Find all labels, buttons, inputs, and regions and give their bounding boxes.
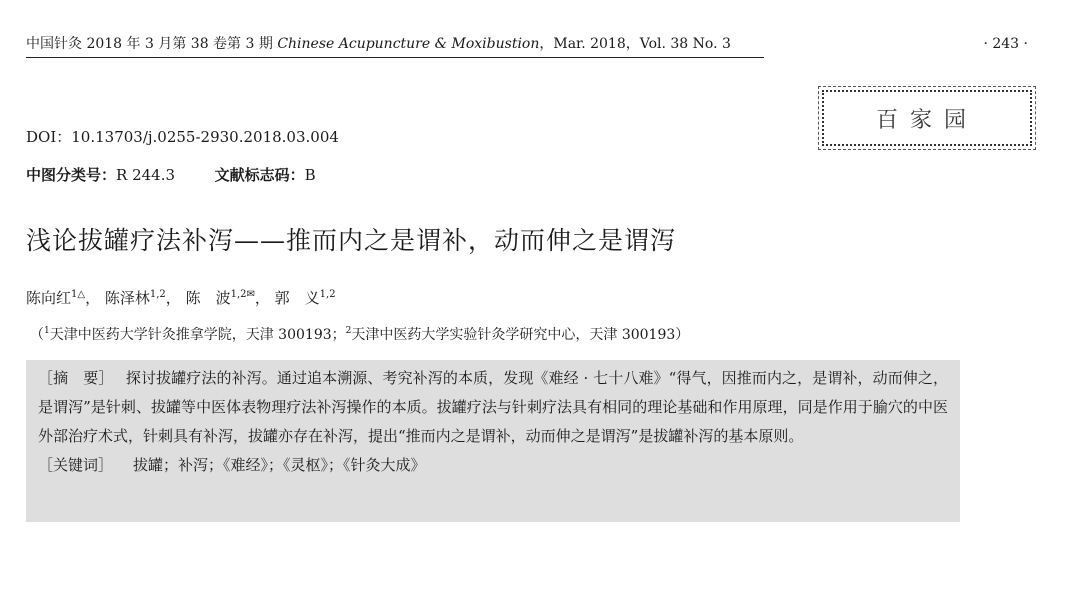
keywords-label: ［关键词］: [38, 456, 114, 474]
journal-name-cn: 中国针灸 2018 年 3 月第 38 卷第 3 期: [26, 36, 273, 52]
classification-line: [26, 164, 316, 186]
journal-issue-date: ，Mar. 2018，Vol. 38 No. 3: [539, 36, 731, 52]
page-number: · 243 ·: [983, 36, 1028, 52]
doc-code-value: B: [304, 166, 316, 184]
journal-name-en: Chinese Acupuncture & Moxibustion: [277, 36, 540, 52]
abstract: [38, 364, 948, 451]
author-list: 陈向红$^{1\triangle}$， 陈泽林$^{1,2}$， 陈 波$^{1,2✉}$， 郭 义$^{1,2}$: [26, 289, 336, 307]
author: 陈向红$^{1\triangle}$: [26, 289, 86, 307]
abstract-box: [26, 360, 960, 522]
section-label: 百家园: [822, 90, 1032, 146]
clc-label: 中图分类号：: [26, 166, 117, 184]
clc-value: R 244.3: [116, 166, 176, 184]
author: 郭 义$^{1,2}$: [274, 289, 336, 307]
doc-code-label: 文献标志码：: [214, 166, 305, 184]
keywords-text: 拔罐；补泻；《难经》；《灵枢》；《针灸大成》: [133, 456, 426, 474]
affiliations: （$^1$天津中医药大学针灸推拿学院，天津 300193；$^2$天津中医药大学实验针灸学研究中心，天津 300193）: [30, 326, 690, 343]
author: 陈泽林$^{1,2}$: [104, 289, 166, 307]
doi: DOI：10.13703/j.0255-2930.2018.03.004: [26, 128, 339, 146]
abstract-text: 探讨拔罐疗法的补泻。通过追本溯源、考究补泻的本质，发现《难经 · 七十八难》“得气，因推而内之，是谓补，动而伸之，是谓泻”是针刺、拔罐等中医体表物理疗法补泻操作的本质。拔罐疗法与针刺疗法具有相同的理论基础和作用原理，同是作用于腧穴的中医外部治疗术式，针刺具有补泻，拔罐亦存在补泻，提出“推而内之是谓补，动而伸之是谓泻”是拔罐补泻的基本原则。: [38, 369, 948, 445]
keywords: [38, 451, 948, 480]
journal-header: [26, 34, 764, 58]
abstract-label: ［摘 要］: [38, 369, 106, 387]
article-title: 浅论拔罐疗法补泻——推而内之是谓补，动而伸之是谓泻: [26, 226, 677, 255]
author: 陈 波$^{1,2✉}$: [185, 289, 255, 307]
